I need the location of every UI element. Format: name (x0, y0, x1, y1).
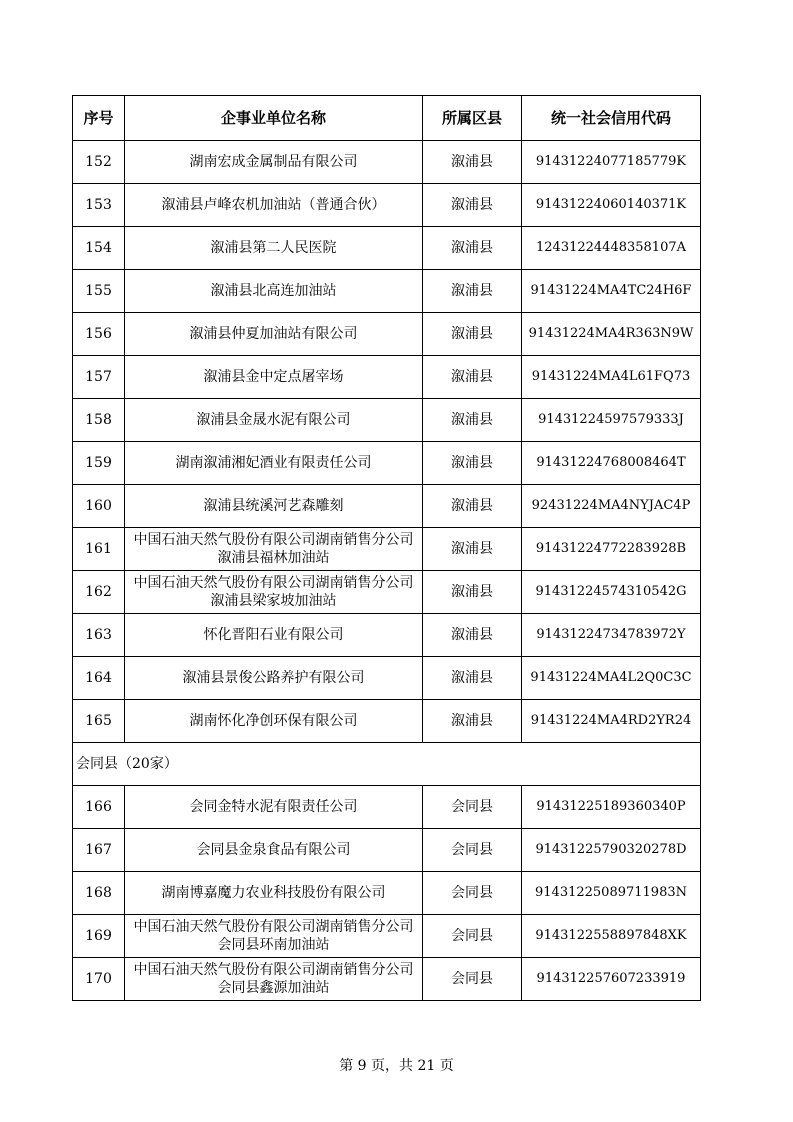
cell-credit-code: 91431224734783972Y (522, 614, 701, 657)
table-row (73, 958, 701, 1001)
cell-serial: 168 (73, 872, 125, 915)
table-row (73, 442, 701, 485)
cell-name: 中国石油天然气股份有限公司湖南销售分公司会同县鑫源加油站 (125, 958, 423, 1001)
table-row (73, 915, 701, 958)
cell-name: 溆浦县金中定点屠宰场 (125, 356, 423, 399)
header-county: 所属区县 (423, 96, 522, 141)
cell-county: 会同县 (423, 829, 522, 872)
cell-county: 溆浦县 (423, 313, 522, 356)
cell-name: 会同县金泉食品有限公司 (125, 829, 423, 872)
cell-county: 溆浦县 (423, 485, 522, 528)
table-row (73, 227, 701, 270)
cell-county: 溆浦县 (423, 700, 522, 743)
header-credit-code: 统一社会信用代码 (522, 96, 701, 141)
cell-name: 中国石油天然气股份有限公司湖南销售分公司会同县环南加油站 (125, 915, 423, 958)
cell-serial: 162 (73, 571, 125, 614)
header-name: 企事业单位名称 (125, 96, 423, 141)
cell-county: 溆浦县 (423, 356, 522, 399)
cell-serial: 163 (73, 614, 125, 657)
cell-county: 溆浦县 (423, 614, 522, 657)
cell-name: 湖南宏成金属制品有限公司 (125, 141, 423, 184)
cell-county: 会同县 (423, 786, 522, 829)
table-row (73, 141, 701, 184)
cell-serial: 155 (73, 270, 125, 313)
table-row (73, 270, 701, 313)
cell-name: 湖南怀化净创环保有限公司 (125, 700, 423, 743)
header-serial: 序号 (73, 96, 125, 141)
table-row (73, 356, 701, 399)
cell-name: 溆浦县北高连加油站 (125, 270, 423, 313)
cell-credit-code: 91431224MA4RD2YR24 (522, 700, 701, 743)
cell-credit-code: 9143122558897848XK (522, 915, 701, 958)
section-label: 会同县（20家） (73, 743, 701, 786)
cell-credit-code: 91431225189360340P (522, 786, 701, 829)
cell-credit-code: 91431224768008464T (522, 442, 701, 485)
cell-credit-code: 91431224060140371K (522, 184, 701, 227)
table-row (73, 872, 701, 915)
table-row (73, 829, 701, 872)
table-row (73, 485, 701, 528)
cell-name: 溆浦县统溪河艺森雕刻 (125, 485, 423, 528)
cell-name: 中国石油天然气股份有限公司湖南销售分公司溆浦县梁家坡加油站 (125, 571, 423, 614)
cell-serial: 164 (73, 657, 125, 700)
cell-county: 会同县 (423, 958, 522, 1001)
table-row (73, 528, 701, 571)
cell-serial: 157 (73, 356, 125, 399)
table-row (73, 700, 701, 743)
page-footer: 第 9 页，共 21 页 (339, 1058, 454, 1074)
table-row (73, 399, 701, 442)
cell-name: 怀化晋阳石业有限公司 (125, 614, 423, 657)
cell-county: 溆浦县 (423, 399, 522, 442)
cell-credit-code: 91431224077185779K (522, 141, 701, 184)
cell-credit-code: 91431224772283928B (522, 528, 701, 571)
cell-name: 中国石油天然气股份有限公司湖南销售分公司溆浦县福林加油站 (125, 528, 423, 571)
cell-county: 溆浦县 (423, 141, 522, 184)
cell-name: 溆浦县卢峰农机加油站（普通合伙） (125, 184, 423, 227)
table-row (73, 184, 701, 227)
cell-serial: 170 (73, 958, 125, 1001)
table-row (73, 571, 701, 614)
cell-serial: 166 (73, 786, 125, 829)
cell-serial: 165 (73, 700, 125, 743)
table-row (73, 614, 701, 657)
cell-name: 会同金特水泥有限责任公司 (125, 786, 423, 829)
cell-credit-code: 91431224MA4TC24H6F (522, 270, 701, 313)
table-body (73, 141, 701, 1001)
cell-county: 溆浦县 (423, 184, 522, 227)
cell-serial: 159 (73, 442, 125, 485)
cell-county: 溆浦县 (423, 270, 522, 313)
cell-credit-code: 91431224MA4R363N9W (522, 313, 701, 356)
cell-serial: 160 (73, 485, 125, 528)
cell-serial: 156 (73, 313, 125, 356)
table-row (73, 313, 701, 356)
cell-credit-code: 92431224MA4NYJAC4P (522, 485, 701, 528)
table-row (73, 786, 701, 829)
cell-credit-code: 91431224597579333J (522, 399, 701, 442)
cell-credit-code: 91431224MA4L61FQ73 (522, 356, 701, 399)
cell-credit-code: 12431224448358107A (522, 227, 701, 270)
cell-name: 溆浦县第二人民医院 (125, 227, 423, 270)
cell-county: 溆浦县 (423, 657, 522, 700)
cell-county: 会同县 (423, 915, 522, 958)
cell-name: 溆浦县金晟水泥有限公司 (125, 399, 423, 442)
cell-serial: 154 (73, 227, 125, 270)
section-row (73, 743, 701, 786)
cell-county: 溆浦县 (423, 442, 522, 485)
cell-serial: 161 (73, 528, 125, 571)
cell-name: 溆浦县景俊公路养护有限公司 (125, 657, 423, 700)
table-row (73, 657, 701, 700)
cell-credit-code: 91431225089711983N (522, 872, 701, 915)
cell-county: 溆浦县 (423, 528, 522, 571)
cell-name: 溆浦县仲夏加油站有限公司 (125, 313, 423, 356)
cell-credit-code: 914312257607233919 (522, 958, 701, 1001)
cell-credit-code: 91431224574310542G (522, 571, 701, 614)
cell-serial: 158 (73, 399, 125, 442)
cell-serial: 169 (73, 915, 125, 958)
cell-serial: 167 (73, 829, 125, 872)
cell-county: 溆浦县 (423, 227, 522, 270)
cell-serial: 152 (73, 141, 125, 184)
cell-serial: 153 (73, 184, 125, 227)
cell-name: 湖南博嘉魔力农业科技股份有限公司 (125, 872, 423, 915)
table-header-row (73, 96, 701, 141)
cell-name: 湖南溆浦湘妃酒业有限责任公司 (125, 442, 423, 485)
enterprise-table (72, 95, 701, 1001)
cell-county: 会同县 (423, 872, 522, 915)
cell-county: 溆浦县 (423, 571, 522, 614)
cell-credit-code: 91431224MA4L2Q0C3C (522, 657, 701, 700)
cell-credit-code: 91431225790320278D (522, 829, 701, 872)
